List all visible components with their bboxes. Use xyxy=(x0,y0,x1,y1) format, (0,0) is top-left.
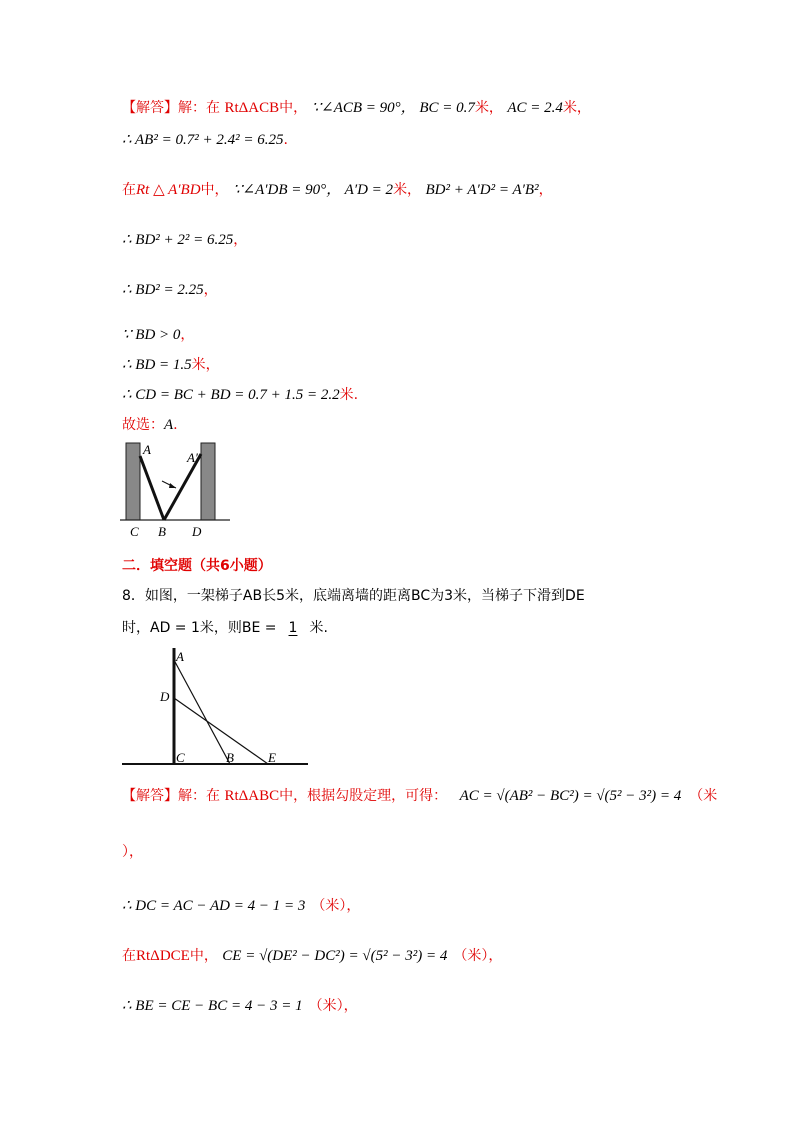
label-B: B xyxy=(158,524,166,539)
triangle-label: Rt △ A′BD xyxy=(136,182,201,198)
unit-text: 米， xyxy=(562,100,591,116)
solution-line-1 xyxy=(122,98,591,118)
section-heading: 二．填空题（共6小题） xyxy=(122,558,272,574)
answer-tag: 【解答】 xyxy=(122,100,178,116)
unit-text: （米）， xyxy=(308,998,358,1014)
label-D: D xyxy=(160,689,170,704)
solution-text: 中， xyxy=(189,948,218,964)
math-expression: ∴ BD = 1.5 xyxy=(122,357,192,373)
triangle-label: RtΔABC xyxy=(224,788,280,804)
punctuation: ， xyxy=(233,232,248,248)
unit-text: （米 xyxy=(689,788,718,804)
solution-text: 在 xyxy=(122,182,136,198)
math-expression: ∵∠ACB = 90°， BC = 0.7 xyxy=(311,100,475,116)
math-expression: AC = 2.4 xyxy=(507,100,563,116)
punctuation: ， xyxy=(180,327,195,343)
solution2-line-3 xyxy=(122,896,360,916)
answer-label: 故选： xyxy=(122,417,164,433)
question-8-line-1: 8．如图，一架梯子AB长5米，底端离墙的距离BC为3米，当梯子下滑到DE xyxy=(122,588,585,604)
math-expression: CE = √(DE² − DC²) = √(5² − 3²) = 4 xyxy=(222,948,448,964)
punctuation: ， xyxy=(203,282,218,298)
label-E: E xyxy=(268,750,276,765)
question-text: 米. xyxy=(309,620,328,636)
solution-line-3 xyxy=(122,180,553,200)
math-expression: ∵ BD > 0 xyxy=(122,327,181,343)
solution-line-2 xyxy=(122,130,288,150)
triangle-label: RtΔACB xyxy=(224,100,280,116)
solution-line-5 xyxy=(122,280,218,300)
math-expression: AC = √(AB² − BC²) = √(5² − 3²) = 4 xyxy=(459,788,682,804)
question-text: 时，AD = 1米，则BE = xyxy=(122,620,277,636)
solution-text: 中， xyxy=(200,182,229,198)
punctuation: ， xyxy=(538,182,553,198)
answer-tag: 【解答】 xyxy=(122,788,178,804)
question-8-line-2 xyxy=(122,618,328,638)
label-D: D xyxy=(192,524,202,539)
unit-text: 米， xyxy=(474,100,503,116)
label-C: C xyxy=(130,524,139,539)
math-expression: BD² + A′D² = A′B² xyxy=(425,182,539,198)
unit-text: 米， xyxy=(393,182,422,198)
solution-text: 解：在 xyxy=(178,100,220,116)
math-expression: ∴ AB² = 0.7² + 2.4² = 6.25 xyxy=(122,132,284,148)
unit-text: 米， xyxy=(191,357,220,373)
solution-line-4 xyxy=(122,230,247,250)
punctuation: . xyxy=(173,417,178,433)
answer-blank: 1 xyxy=(288,620,298,636)
solution-text: 在 xyxy=(122,948,136,964)
ladder-figure-2 xyxy=(118,646,312,770)
label-A: A xyxy=(176,649,184,664)
label-B: B xyxy=(226,750,234,765)
solution2-line-1 xyxy=(122,786,717,806)
label-A: A xyxy=(143,442,151,457)
solution-text: 中，根据勾股定理，可得： xyxy=(279,788,448,804)
math-expression: ∴ CD = BC + BD = 0.7 + 1.5 = 2.2 xyxy=(122,387,340,403)
math-expression: ∴ BE = CE − BC = 4 − 3 = 1 xyxy=(122,998,303,1014)
solution2-line-4 xyxy=(122,946,502,966)
punctuation: . xyxy=(283,132,288,148)
triangle-label: RtΔDCE xyxy=(136,948,190,964)
label-C: C xyxy=(176,750,185,765)
solution-line-8 xyxy=(122,385,358,405)
label-A-prime: A′ xyxy=(187,450,198,465)
solution-text: 中， xyxy=(279,100,308,116)
math-expression: ∴ BD² = 2.25 xyxy=(122,282,204,298)
ladder-figure-1 xyxy=(118,440,238,540)
solution-text: 解：在 xyxy=(178,788,220,804)
math-expression: ∴ DC = AC − AD = 4 − 1 = 3 xyxy=(122,898,306,914)
math-expression: ∴ BD² + 2² = 6.25 xyxy=(122,232,234,248)
unit-text: （米）， xyxy=(311,898,361,914)
solution-line-6 xyxy=(122,325,194,345)
unit-text: 米. xyxy=(339,387,359,403)
unit-text: （米）， xyxy=(453,948,503,964)
solution2-line-5 xyxy=(122,996,358,1016)
solution-line-7 xyxy=(122,355,220,375)
math-expression: ∵∠A′DB = 90°， A′D = 2 xyxy=(233,182,394,198)
solution2-line-2: ）， xyxy=(122,844,143,860)
solution-line-9 xyxy=(122,415,178,435)
answer-value: A xyxy=(164,417,174,433)
